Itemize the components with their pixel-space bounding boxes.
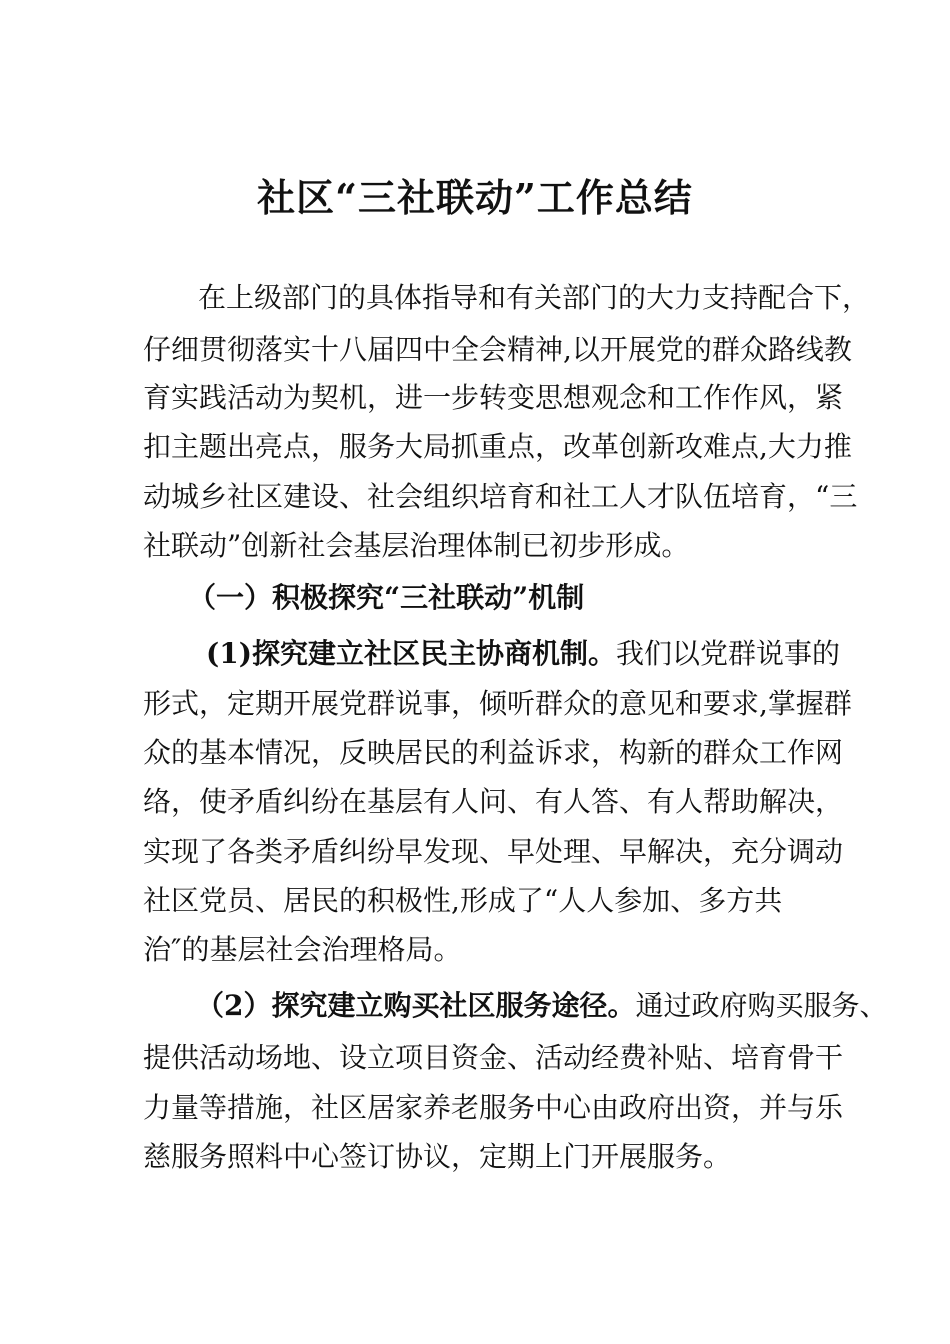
item2-first-line [196, 980, 888, 1032]
item1-line-5: 实现了各类矛盾纠纷早发现、早处理、早解决，充分调动 [143, 835, 844, 868]
intro-line-1: 在上级部门的具体指导和有关部门的大力支持配合下， [198, 281, 871, 314]
item2-line-3: 力量等措施，社区居家养老服务中心由政府出资，并与乐 [143, 1091, 844, 1124]
intro-line-4: 扣主题出亮点，服务大局抓重点，改革创新攻难点,大力推 [143, 430, 852, 463]
intro-line-6: 社联动”创新社会基层治理体制已初步形成。 [143, 529, 690, 562]
item1-first-line [206, 628, 840, 680]
section-heading: （一）积极探究“三社联动”机制 [188, 581, 585, 614]
item1-lead: (1)探究建立社区民主协商机制。 [206, 637, 616, 670]
item2-lead: （2）探究建立购买社区服务途径。 [196, 989, 636, 1022]
document-title: 社区“三社联动”工作总结 [257, 175, 693, 220]
item1-first-rest: 我们以党群说事的 [615, 637, 840, 670]
item1-line-3: 众的基本情况，反映居民的利益诉求，构新的群众工作网 [143, 736, 844, 769]
item1-line-7: 治″的基层社会治理格局。 [143, 933, 462, 966]
item2-line-2: 提供活动场地、设立项目资金、活动经费补贴、培育骨干 [143, 1041, 844, 1074]
item1-line-6: 社区党员、居民的积极性,形成了“人人参加、多方共 [143, 884, 783, 917]
item1-line-4: 络，使矛盾纠纷在基层有人问、有人答、有人帮助解决， [143, 785, 844, 818]
item1-line-2: 形式，定期开展党群说事，倾听群众的意见和要求,掌握群 [143, 687, 852, 720]
intro-line-5: 动城乡社区建设、社会组织培育和社工人才队伍培育，“三 [143, 480, 858, 513]
item2-first-rest: 通过政府购买服务、 [635, 989, 888, 1022]
intro-line-3: 育实践活动为契机，进一步转变思想观念和工作作风，紧 [143, 381, 844, 414]
intro-line-2: 仔细贯彻落实十八届四中全会精神,以开展党的群众路线教 [143, 333, 852, 366]
item2-line-4: 慈服务照料中心签订协议，定期上门开展服务。 [143, 1140, 732, 1173]
